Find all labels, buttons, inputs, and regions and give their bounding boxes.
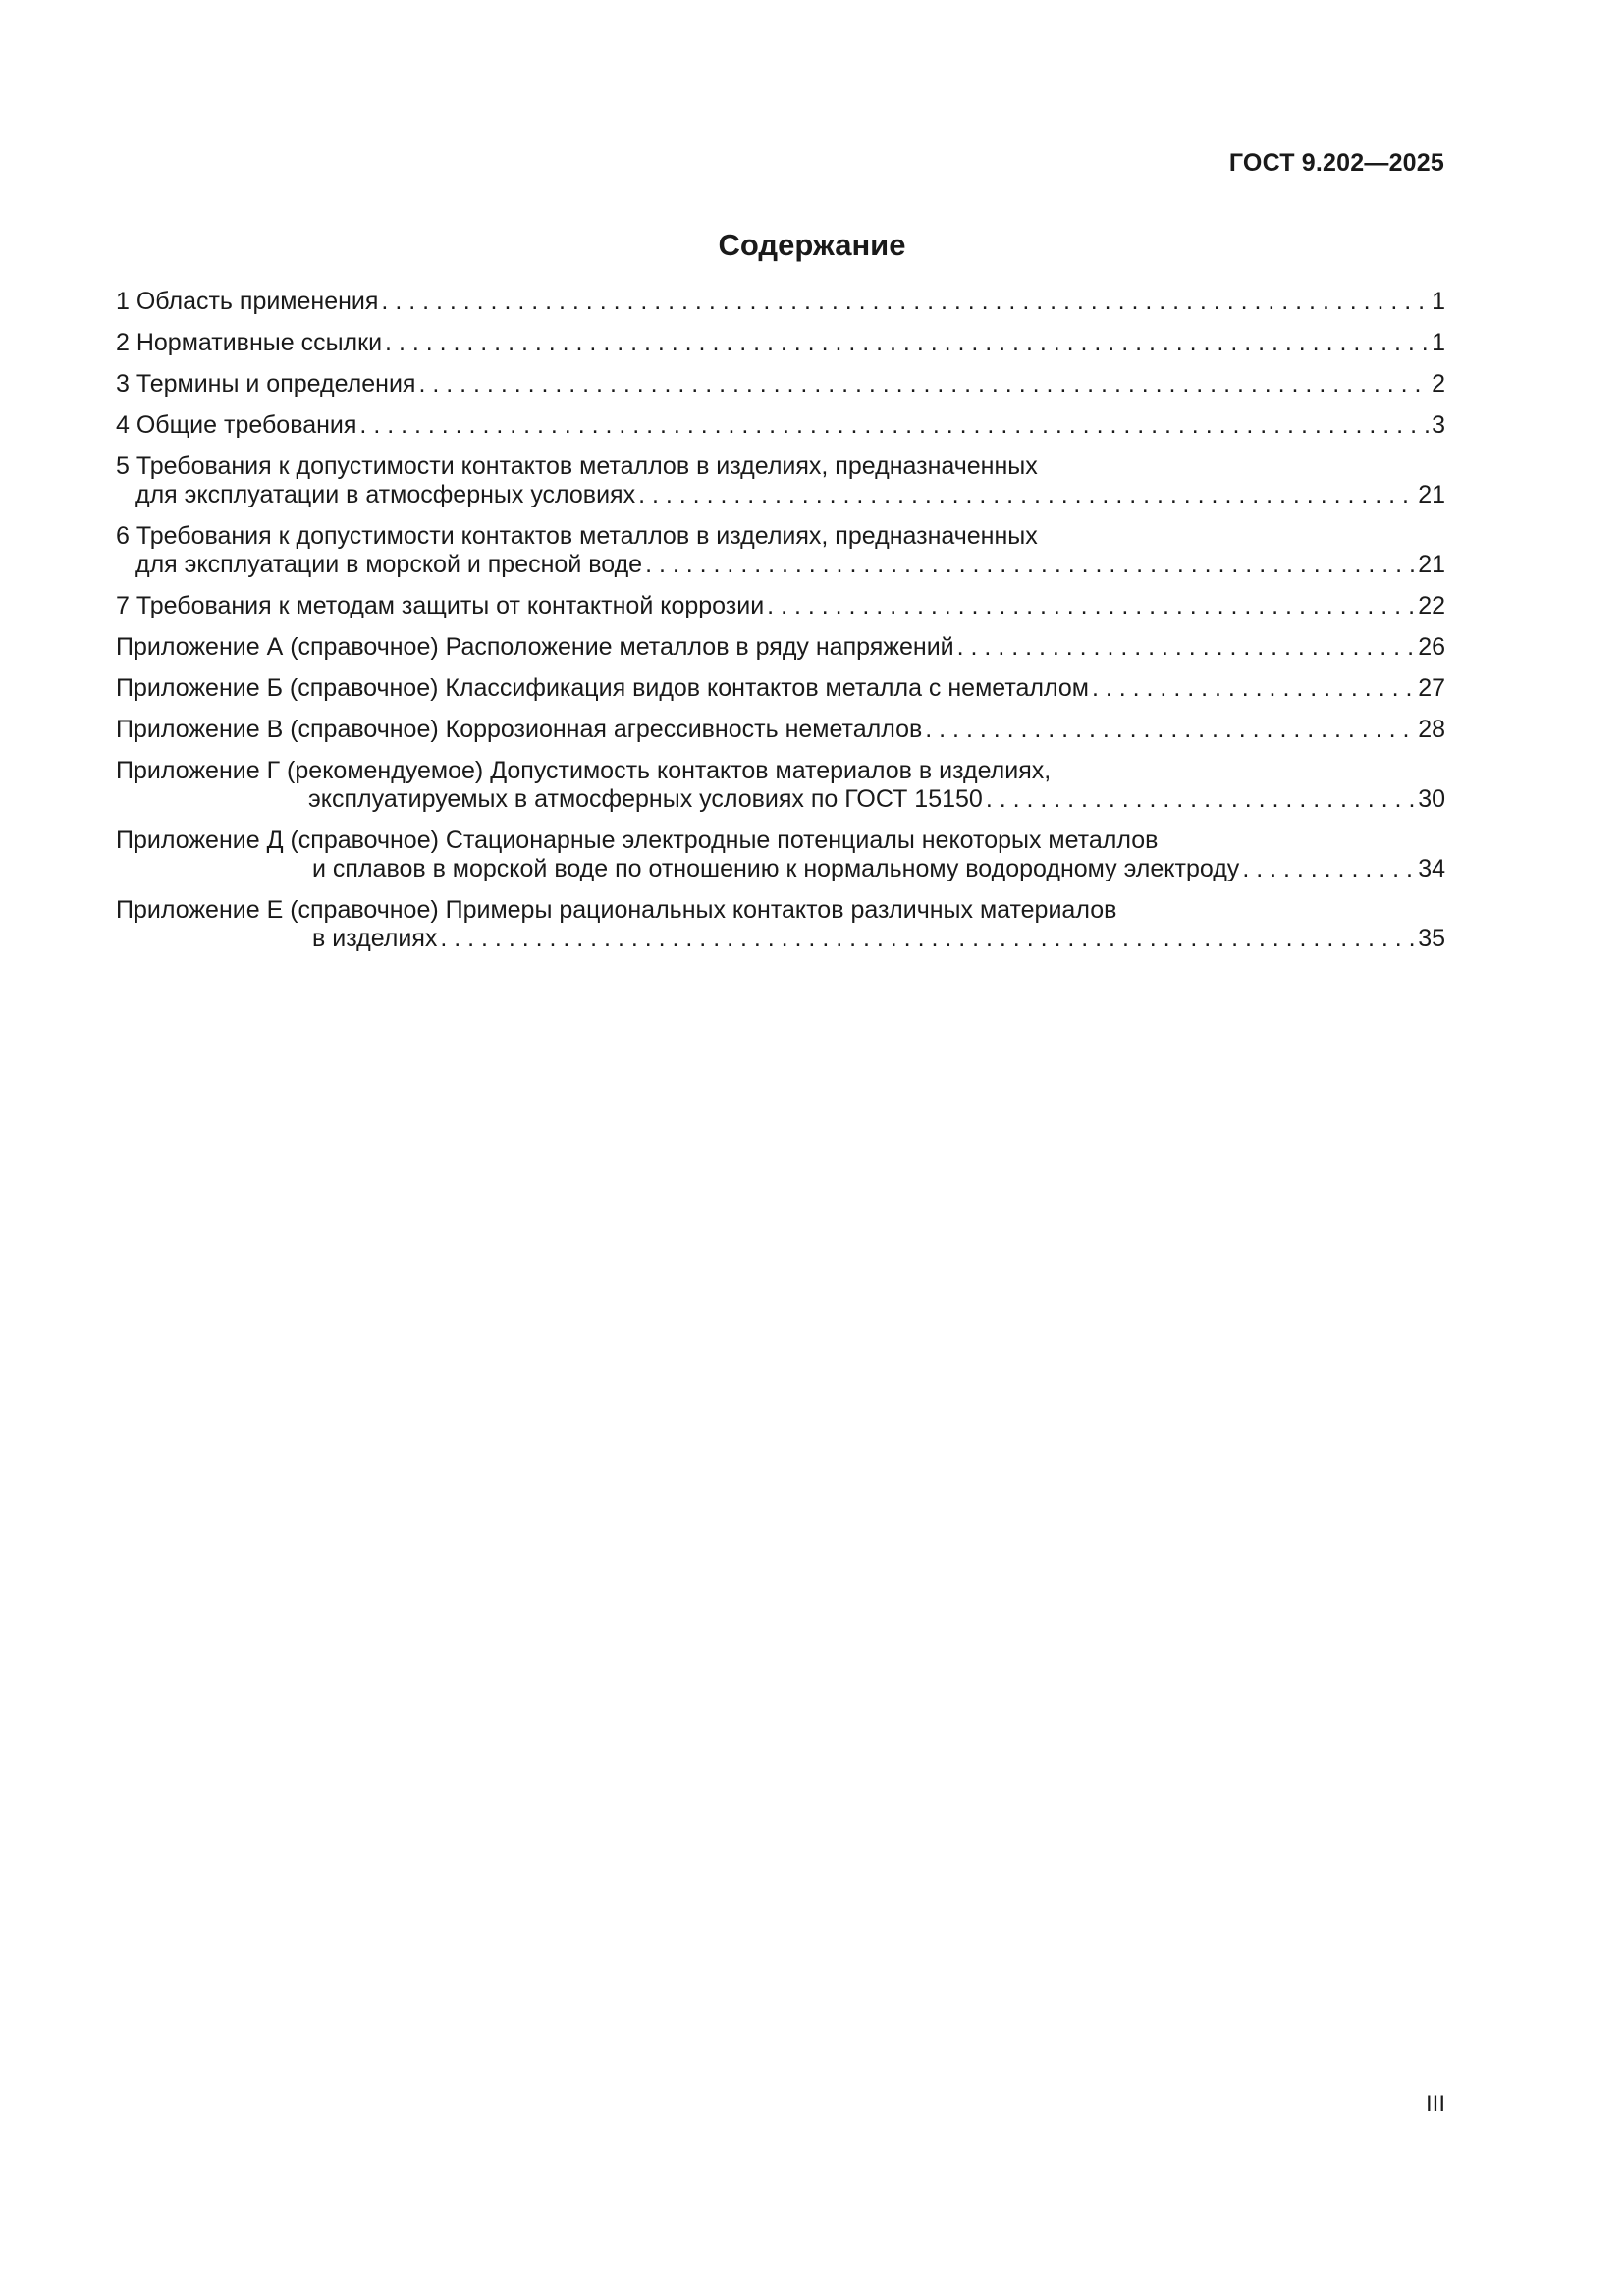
- toc-entry-text: 6 Требования к допустимости контактов металлов в изделиях, предназначенных: [116, 522, 1038, 550]
- toc-title: Содержание: [718, 228, 906, 262]
- table-of-contents: [116, 288, 1445, 966]
- toc-page-number: 3: [1432, 411, 1445, 439]
- toc-entry-6[interactable]: [116, 522, 1445, 579]
- dot-leader: [925, 716, 1415, 744]
- toc-entry-appendix-e[interactable]: [116, 896, 1445, 953]
- toc-page-number: 34: [1418, 855, 1445, 882]
- toc-entry-text: Приложение А (справочное) Расположение металлов в ряду напряжений: [116, 633, 954, 661]
- toc-page-number: 21: [1418, 551, 1445, 578]
- dot-leader: [359, 411, 1429, 440]
- toc-entry-appendix-a[interactable]: [116, 633, 1445, 662]
- toc-entry-1[interactable]: [116, 288, 1445, 316]
- toc-entry-text: 4 Общие требования: [116, 411, 357, 439]
- toc-entry-7[interactable]: [116, 592, 1445, 620]
- dot-leader: [638, 481, 1415, 509]
- toc-entry-text-continued: эксплуатируемых в атмосферных условиях по ГОСТ 15150: [308, 785, 983, 813]
- toc-entry-4[interactable]: [116, 411, 1445, 440]
- toc-page-number: 28: [1418, 716, 1445, 743]
- toc-page-number: 26: [1418, 633, 1445, 661]
- dot-leader: [767, 592, 1415, 620]
- toc-entry-text: Приложение Д (справочное) Стационарные электродные потенциалы некоторых металлов: [116, 827, 1159, 854]
- toc-entry-text: Приложение Г (рекомендуемое) Допустимость контактов материалов в изделиях,: [116, 757, 1052, 784]
- toc-page-number: 30: [1418, 785, 1445, 813]
- toc-entry-text-continued: для эксплуатации в атмосферных условиях: [135, 481, 636, 508]
- toc-entry-text-continued: для эксплуатации в морской и пресной воде: [135, 551, 643, 578]
- toc-entry-text: Приложение Е (справочное) Примеры рациональных контактов различных материалов: [116, 896, 1117, 924]
- toc-entry-3[interactable]: [116, 370, 1445, 399]
- toc-page-number: 2: [1432, 370, 1445, 398]
- dot-leader: [1242, 855, 1415, 883]
- dot-leader: [957, 633, 1416, 662]
- toc-entry-appendix-g[interactable]: [116, 757, 1445, 814]
- toc-page-number: 21: [1418, 481, 1445, 508]
- toc-entry-text: Приложение Б (справочное) Классификация видов контактов металла с неметаллом: [116, 674, 1089, 702]
- toc-entry-text: 3 Термины и определения: [116, 370, 416, 398]
- toc-page-number: 1: [1432, 329, 1445, 356]
- dot-leader: [986, 785, 1415, 814]
- toc-entry-2[interactable]: [116, 329, 1445, 357]
- dot-leader: [418, 370, 1429, 399]
- dot-leader: [645, 551, 1415, 579]
- toc-entry-text: 2 Нормативные ссылки: [116, 329, 383, 356]
- dot-leader: [1092, 674, 1415, 703]
- dot-leader: [385, 329, 1429, 357]
- toc-entry-appendix-b[interactable]: [116, 674, 1445, 703]
- toc-entry-appendix-v[interactable]: [116, 716, 1445, 744]
- toc-page-number: 1: [1432, 288, 1445, 315]
- document-code: ГОСТ 9.202—2025: [1228, 149, 1444, 177]
- toc-entry-5[interactable]: [116, 453, 1445, 509]
- toc-entry-text: 7 Требования к методам защиты от контактной коррозии: [116, 592, 765, 619]
- toc-entry-appendix-d[interactable]: [116, 827, 1445, 883]
- dot-leader: [440, 925, 1415, 953]
- dot-leader: [381, 288, 1429, 316]
- toc-entry-text: 1 Область применения: [116, 288, 379, 315]
- toc-entry-text: Приложение В (справочное) Коррозионная агрессивность неметаллов: [116, 716, 923, 743]
- page-number: III: [1425, 2091, 1445, 2117]
- toc-page-number: 22: [1418, 592, 1445, 619]
- toc-entry-text-continued: и сплавов в морской воде по отношению к нормальному водородному электроду: [312, 855, 1240, 882]
- toc-entry-text-continued: в изделиях: [312, 925, 438, 952]
- toc-entry-text: 5 Требования к допустимости контактов металлов в изделиях, предназначенных: [116, 453, 1038, 480]
- toc-page-number: 27: [1418, 674, 1445, 702]
- toc-page-number: 35: [1418, 925, 1445, 952]
